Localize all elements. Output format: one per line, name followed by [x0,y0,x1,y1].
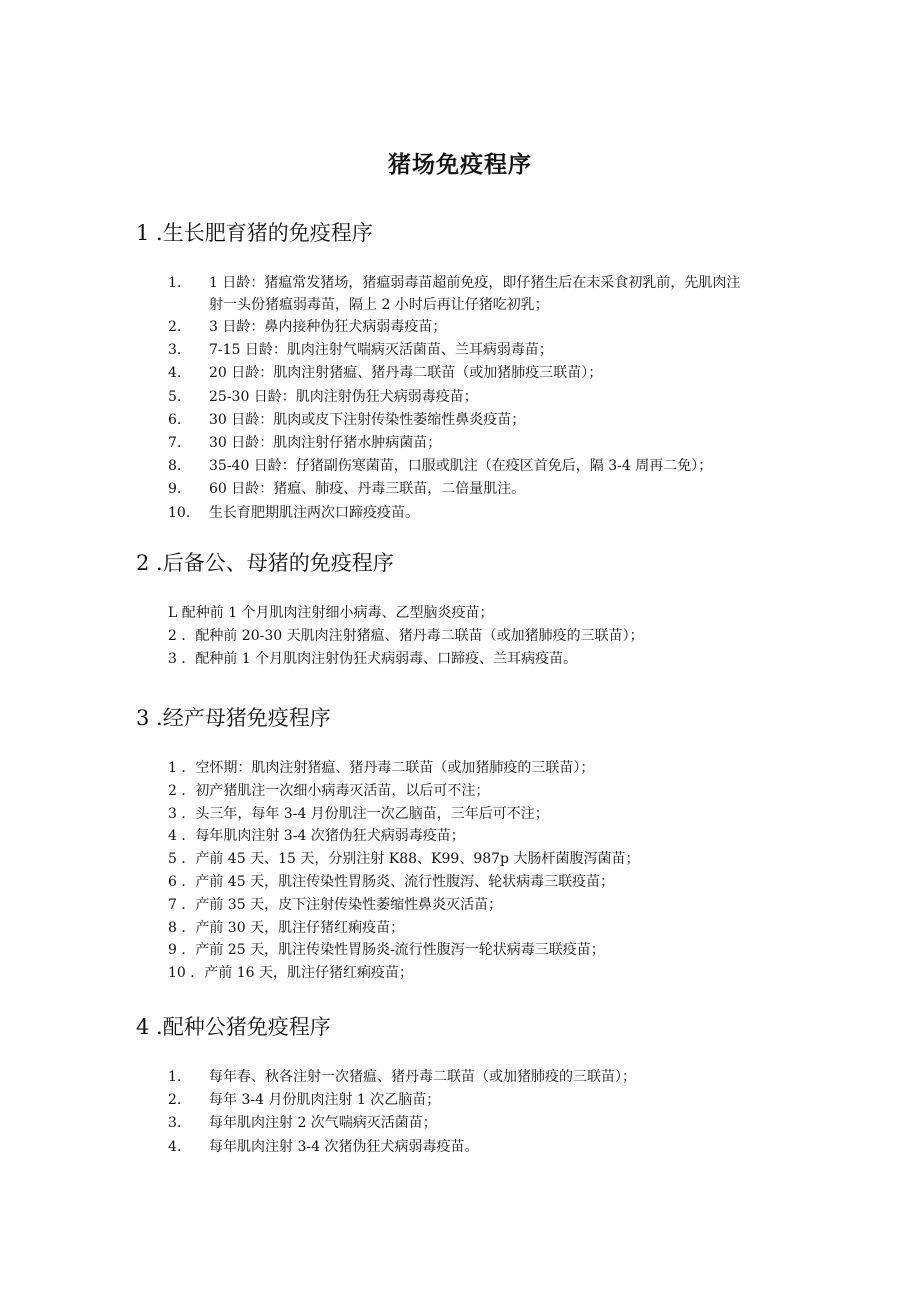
section-heading-breeding-boars: 4 .配种公猪免疫程序 [136,1015,331,1039]
item-text: 30 日龄：肌肉或皮下注射传染性萎缩性鼻炎疫苗； [209,411,526,428]
item-number: 9. [168,481,182,498]
breeding-boars-schedule-list [168,1066,636,1159]
item-number: 6. [168,411,182,428]
item-text: 8 ．产前 30 天，肌注仔猪红痢疫苗； [168,919,405,936]
growing-pigs-schedule-list [168,272,749,525]
section-heading-growing-pigs: 1 .生长肥育猪的免疫程序 [136,221,373,245]
item-text: L 配种前 1 个月肌肉注射细小病毒、乙型脑炎疫苗； [168,605,494,621]
list-item [168,272,749,316]
list-item [168,648,644,671]
item-number: 2. [168,319,182,335]
item-number: 10. [168,504,191,521]
section-heading-reserve-pigs: 2 .后备公、母猪的免疫程序 [136,551,394,575]
item-text: 生长育肥期肌注两次口蹄疫疫苗。 [209,504,419,521]
list-item [168,432,749,455]
item-text: 20 日龄：肌肉注射猪瘟、猪丹毒二联苗（或加猪肺疫三联苗）； [209,365,603,382]
item-text: 1 日龄：猪瘟常发猪场，猪瘟弱毒苗超前免疫，即仔猪生后在未采食初乳前，先肌肉注射一头份猪瘟弱毒苗，隔上 2 小时后再让仔猪吃初乳； [209,275,741,313]
list-item [168,780,639,803]
list-item [168,316,749,339]
list-item [168,757,639,780]
item-number: 4. [168,1138,182,1155]
list-item [168,386,749,409]
item-text: 60 日龄：猪瘟、肺疫、丹毒三联苗，二倍量肌注。 [209,481,526,498]
item-number: 8. [168,458,182,475]
page-title: 猪场免疫程序 [388,152,532,178]
item-text: 3 日龄：鼻内接种伪狂犬病弱毒疫苗； [209,319,447,335]
sows-schedule-list [168,757,639,985]
item-text: 2 ．配种前 20-30 天肌肉注射猪瘟、猪丹毒二联苗（或加猪肺疫的三联苗）； [168,627,644,644]
item-text: 9 ．产前 25 天，肌注传染性胃肠炎-流行性腹泻一轮状病毒三联疫苗； [168,942,605,959]
list-item [168,625,644,648]
list-item [168,917,639,940]
list-item [168,478,749,501]
item-number: 3. [168,342,182,359]
item-text: 30 日龄：肌肉注射仔猪水肿病菌苗； [209,435,442,452]
list-item [168,602,644,625]
item-number: 5. [168,388,182,405]
list-item [168,455,749,478]
list-item [168,825,639,848]
item-number: 3. [168,1115,182,1132]
item-text: 10 ．产前 16 天，肌注仔猪红痢疫苗； [168,965,413,982]
item-text: 5 ．产前 45 天、15 天，分别注射 K88、K99、987p 大肠杆菌腹泻菌苗； [168,851,640,868]
list-item [168,1066,636,1089]
list-item [168,962,639,985]
list-item [168,848,639,871]
item-text: 2 ．初产猪肌注一次细小病毒灭活苗，以后可不注； [168,782,490,799]
item-number: 1. [168,1069,182,1085]
list-item [168,502,749,525]
item-text: 每年肌肉注射 3-4 次猪伪狂犬病弱毒疫苗。 [209,1138,479,1155]
item-text: 4 ．每年肌肉注射 3-4 次猪伪狂犬病弱毒疫苗； [168,828,465,845]
item-text: 每年 3-4 月份肌肉注射 1 次乙脑苗； [209,1092,441,1109]
list-item [168,939,639,962]
item-text: 每年肌肉注射 2 次气喘病灭活菌苗； [209,1115,437,1132]
list-item [168,339,749,362]
item-text: 7-15 日龄：肌肉注射气喘病灭活菌苗、兰耳病弱毒苗； [209,342,553,359]
item-number: 2. [168,1092,182,1109]
item-text: 3 ．配种前 1 个月肌肉注射伪狂犬病弱毒、口蹄疫、兰耳病疫苗。 [168,650,578,667]
list-item [168,894,639,917]
list-item [168,871,639,894]
list-item [168,1089,636,1112]
list-item [168,1112,636,1135]
item-number: 4. [168,365,182,382]
item-number: 1. [168,275,182,291]
item-text: 3 ．头三年，每年 3-4 月份肌注一次乙脑苗，三年后可不注； [168,805,549,822]
section-heading-sows: 3 .经产母猪免疫程序 [136,706,331,730]
list-item [168,1136,636,1159]
item-text: 6 ．产前 45 天，肌注传染性胃肠炎、流行性腹泻、轮状病毒三联疫苗； [168,873,615,890]
item-text: 25-30 日龄：肌肉注射伪狂犬病弱毒疫苗； [209,388,478,405]
list-item [168,803,639,826]
item-text: 每年春、秋各注射一次猪瘟、猪丹毒二联苗（或加猪肺疫的三联苗）； [209,1069,636,1085]
reserve-pigs-schedule-list [168,602,644,670]
item-text: 35-40 日龄：仔猪副伤寒菌苗，口服或肌注（在疫区首免后，隔 3-4 周再二免）； [209,458,713,475]
item-text: 7 ．产前 35 天，皮下注射传染性萎缩性鼻炎灭活苗； [168,896,503,913]
list-item [168,362,749,385]
item-text: 1 ．空怀期：肌肉注射猪瘟、猪丹毒二联苗（或加猪肺疫的三联苗）； [168,760,595,776]
list-item [168,409,749,432]
item-number: 7. [168,435,182,452]
